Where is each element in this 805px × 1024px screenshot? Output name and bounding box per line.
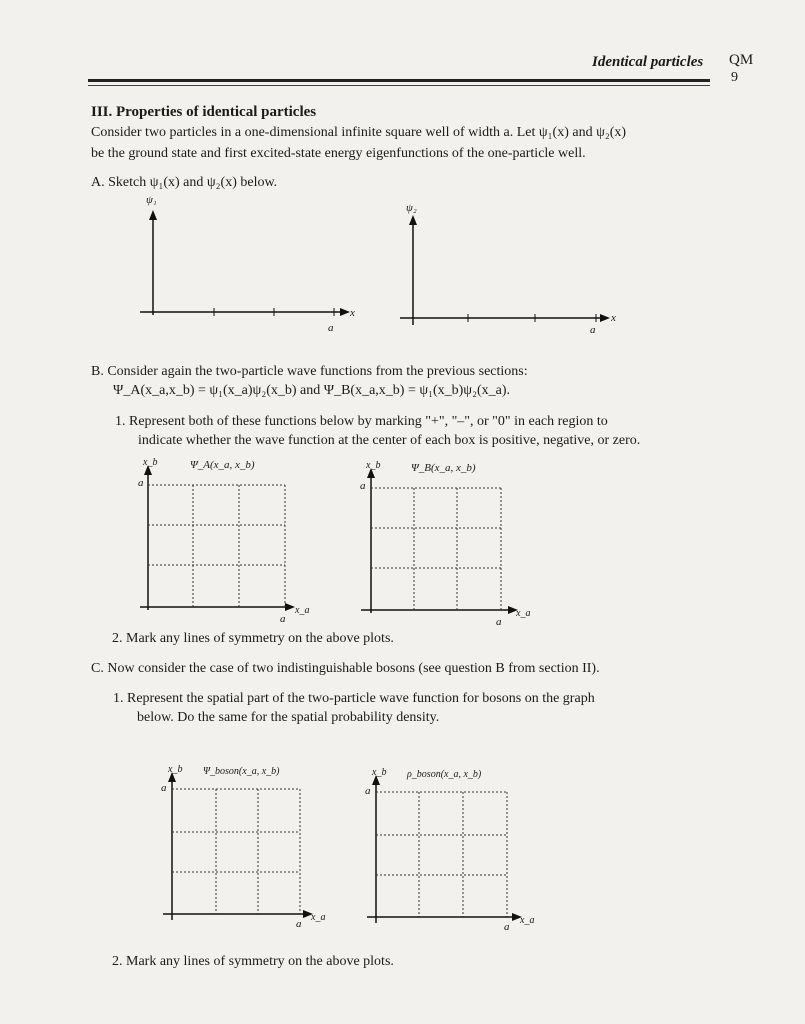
psiB-title: Ψ_B(x_a, x_b) — [411, 462, 476, 474]
psi-boson-a-x: a — [296, 918, 302, 930]
psi1-y-label: ψ₁ — [146, 194, 157, 206]
page-number: 9 — [731, 70, 738, 85]
psiB-a-y: a — [360, 480, 366, 492]
rho-boson-a-x: a — [504, 921, 510, 933]
psiB-a-x: a — [496, 616, 502, 628]
psiA-grid — [135, 455, 310, 630]
rho-boson-grid-svg — [362, 765, 537, 940]
section-title: III. Properties of identical particles — [91, 104, 317, 120]
psi2-axes — [400, 200, 620, 340]
header-rule-thin — [88, 85, 710, 86]
partC-q1-line-1: 1. Represent the spatial part of the two-particle wave function for bosons on the graph — [113, 691, 595, 706]
header-rule-thick — [88, 79, 710, 82]
header-title: Identical particles — [592, 54, 704, 70]
psi-boson-grid-svg — [158, 762, 333, 937]
rho-boson-title: ρ_boson(x_a, x_b) — [407, 769, 482, 780]
psiB-grid-svg — [356, 458, 531, 633]
psiA-a-x: a — [280, 613, 286, 625]
intro-line-2: be the ground state and first excited-state energy eigenfunctions of the one-particle well. — [91, 146, 586, 161]
psi-boson-grid — [158, 762, 333, 937]
partB-q2: 2. Mark any lines of symmetry on the above plots. — [112, 631, 394, 646]
partB-line-1: B. Consider again the two-particle wave functions from the previous sections: — [91, 364, 528, 379]
psi2-x-label: x — [611, 312, 616, 324]
partC-q2: 2. Mark any lines of symmetry on the above plots. — [112, 954, 394, 969]
rho-boson-a-y: a — [365, 785, 371, 797]
course-label: QM — [729, 52, 754, 68]
psiA-title: Ψ_A(x_a, x_b) — [190, 459, 255, 471]
partA-text: A. Sketch ψ₁(x) and ψ₂(x) below. — [91, 175, 278, 190]
bleed-through-text — [90, 44, 97, 70]
psiA-a-y: a — [138, 477, 144, 489]
psi-boson-title: Ψ_boson(x_a, x_b) — [203, 766, 280, 777]
psi-boson-y-label: x_b — [168, 764, 183, 775]
rho-boson-y-label: x_b — [372, 767, 387, 778]
partB-line-2: Ψ_A(x_a,x_b) = ψ₁(x_a)ψ₂(x_b) and Ψ_B(x_a,x_b) = ψ₁(x_b)ψ₂(x_a). — [113, 383, 510, 398]
partB-q1-line-1: 1. Represent both of these functions below by marking "+", "–", or "0" in each region to — [115, 414, 608, 429]
psi1-x-label: x — [350, 307, 355, 319]
intro-line-1: Consider two particles in a one-dimensional infinite square well of width a. Let ψ₁(x) and ψ₂(x) — [91, 125, 627, 140]
psi2-plot — [400, 200, 620, 340]
psiB-x-label: x_a — [516, 608, 531, 619]
partC-q1-line-2: below. Do the same for the spatial probability density. — [137, 710, 440, 725]
psi-boson-a-y: a — [161, 782, 167, 794]
partC-line-1: C. Now consider the case of two indistinguishable bosons (see question B from section II). — [91, 661, 600, 676]
psi-boson-x-label: x_a — [311, 912, 326, 923]
psiA-grid-svg — [135, 455, 310, 630]
psiA-x-label: x_a — [295, 605, 310, 616]
rho-boson-x-label: x_a — [520, 915, 535, 926]
psi1-a-label: a — [328, 322, 334, 334]
psi2-y-label: ψ₂ — [406, 202, 417, 214]
psiB-y-label: x_b — [366, 460, 381, 471]
psi1-plot — [140, 190, 360, 340]
psiB-grid — [356, 458, 531, 633]
rho-boson-grid — [362, 765, 537, 940]
psi2-a-label: a — [590, 324, 596, 336]
psi1-axes — [140, 190, 360, 340]
partB-q1-line-2: indicate whether the wave function at the center of each box is positive, negative, or zero. — [138, 433, 641, 448]
psiA-y-label: x_b — [143, 457, 158, 468]
